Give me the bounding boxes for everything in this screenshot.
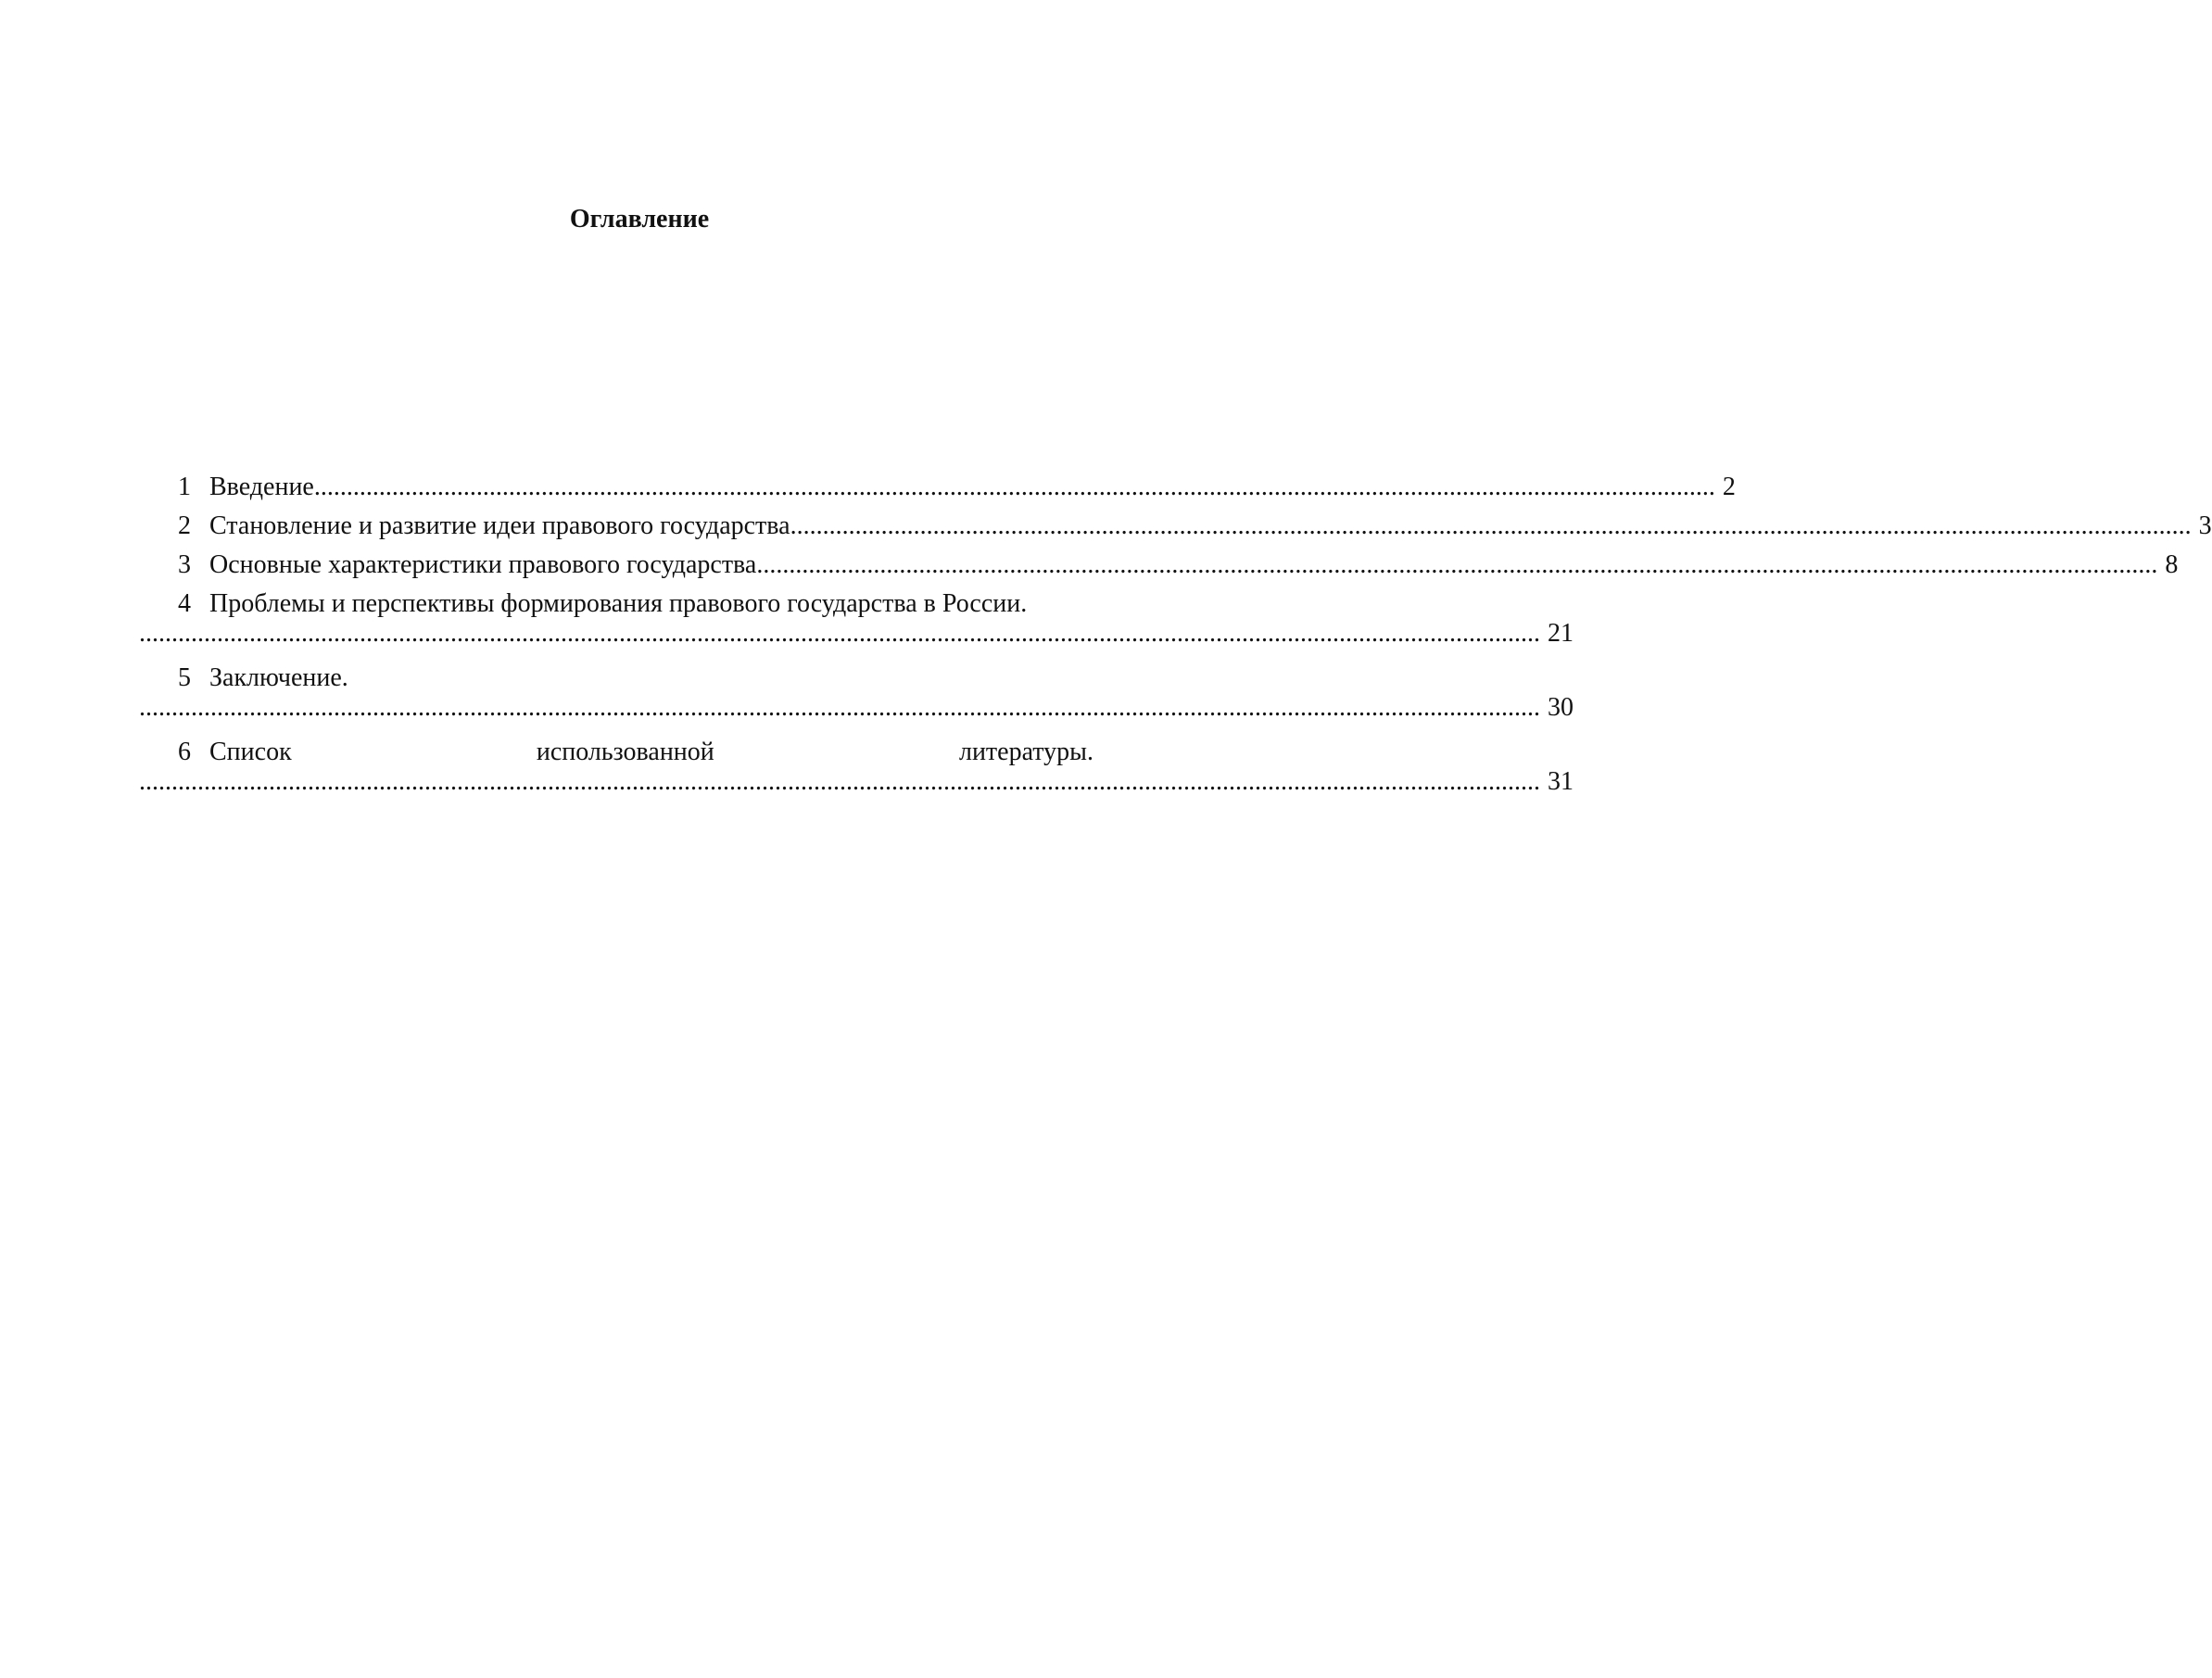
toc-entry-title-word: использованной bbox=[536, 738, 714, 766]
toc-entry-page: 21 bbox=[1548, 619, 1574, 648]
toc-entry-number: 2 bbox=[178, 511, 191, 540]
toc-entry-number: 1 bbox=[178, 473, 191, 501]
dot-leader: ........................................................................................................................................................................................................................ bbox=[139, 767, 1540, 796]
toc-entry-line bbox=[139, 738, 1093, 767]
dot-leader: ........................................................................................................................................................................................................................ bbox=[139, 693, 1540, 722]
toc-entry-page: 3 bbox=[2198, 511, 2212, 540]
toc-entry-title: Основные характеристики правового государства bbox=[209, 550, 757, 579]
toc-entry-line bbox=[139, 511, 2212, 541]
table-of-contents bbox=[139, 473, 2212, 812]
toc-entry-continuation bbox=[139, 619, 1574, 649]
toc-entry-line bbox=[139, 663, 1093, 693]
toc-entry-line bbox=[139, 550, 2179, 580]
dot-leader: ........................................................................................................................................................................................................................ bbox=[756, 550, 2158, 579]
toc-entry-number: 5 bbox=[178, 663, 191, 692]
toc-entry-title: Становление и развитие идеи правового государства bbox=[209, 511, 790, 540]
toc-entry-number: 4 bbox=[178, 589, 191, 618]
toc-entry-title-word: литературы. bbox=[958, 738, 1093, 766]
toc-entry-page: 31 bbox=[1548, 767, 1574, 796]
toc-entry-title: Введение bbox=[209, 473, 314, 501]
toc-entry-continuation bbox=[139, 767, 1574, 797]
toc-entry-page: 30 bbox=[1548, 693, 1574, 722]
toc-entry-line bbox=[139, 473, 1736, 502]
dot-leader: ........................................................................................................................................................................................................................ bbox=[139, 619, 1540, 648]
toc-entry[interactable] bbox=[139, 473, 1736, 511]
toc-entry-title-word: Список bbox=[209, 738, 292, 766]
toc-entry[interactable] bbox=[139, 550, 2179, 589]
dot-leader: ........................................................................................................................................................................................................................ bbox=[790, 511, 2192, 540]
toc-entry[interactable] bbox=[139, 511, 2212, 550]
page-title: Оглавление bbox=[569, 205, 710, 233]
toc-entry-title: Заключение. bbox=[209, 663, 348, 692]
dot-leader: ........................................................................................................................................................................................................................ bbox=[313, 473, 1715, 501]
toc-entry-number: 6 bbox=[178, 738, 191, 766]
toc-entry-number: 3 bbox=[178, 550, 191, 579]
toc-entry[interactable] bbox=[139, 663, 1574, 738]
toc-entry-page: 8 bbox=[2165, 550, 2179, 579]
toc-entry-line bbox=[139, 589, 1093, 619]
toc-entry-page: 2 bbox=[1722, 473, 1736, 501]
toc-entry[interactable] bbox=[139, 589, 1574, 663]
toc-entry[interactable] bbox=[139, 738, 1574, 812]
toc-entry-title: Проблемы и перспективы формирования правового государства в России. bbox=[209, 589, 1028, 618]
toc-entry-continuation bbox=[139, 693, 1574, 723]
